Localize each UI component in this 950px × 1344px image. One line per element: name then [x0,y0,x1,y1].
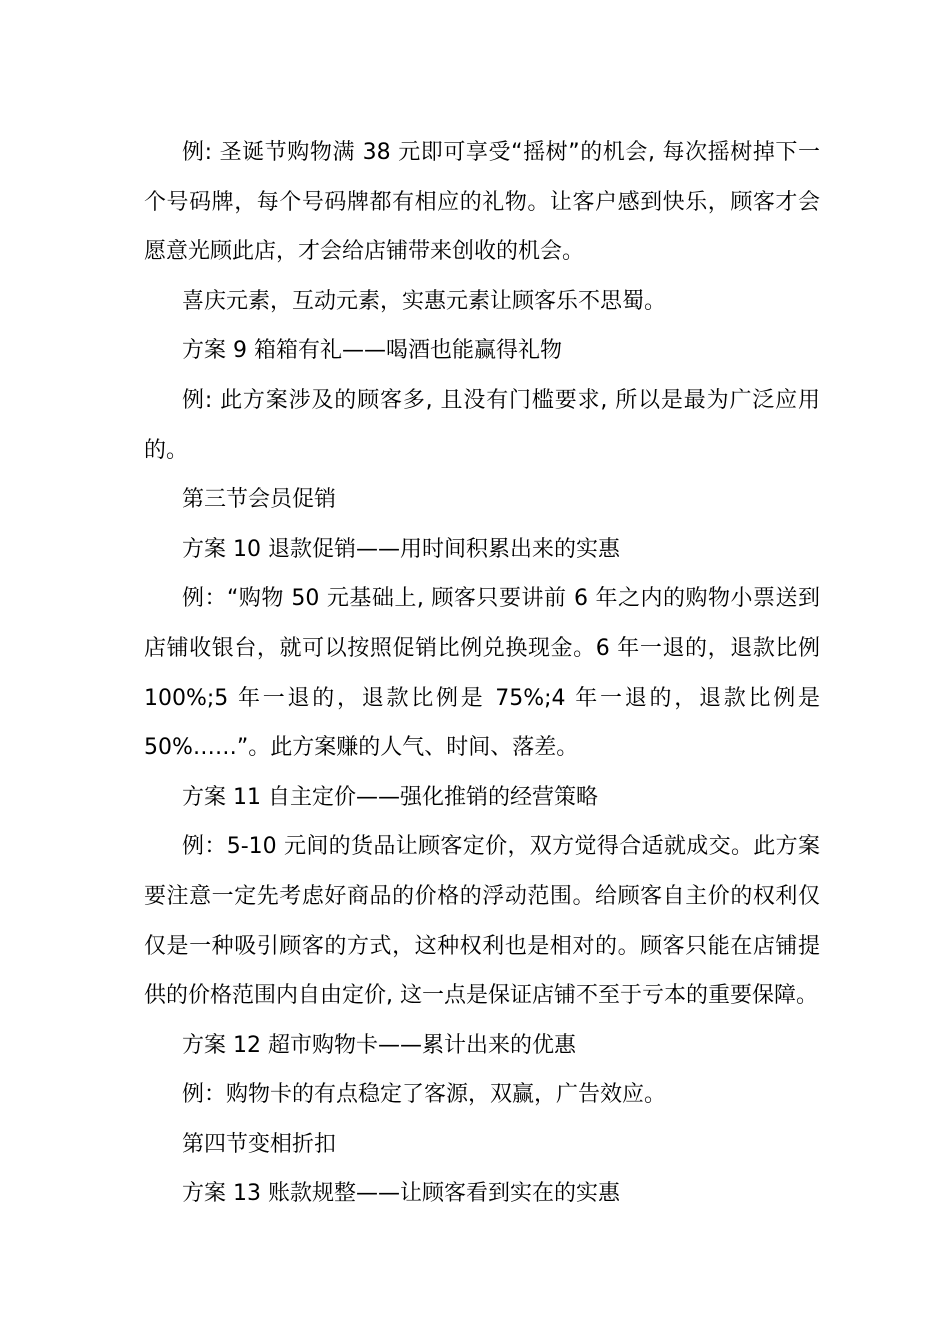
heading-plan-9: 方案 9 箱箱有礼——喝酒也能赢得礼物 [182,338,562,364]
paragraph-christmas-example: 例: 圣诞节购物满 38 元即可享受“摇树”的机会, 每次摇树掉下一个号码牌，每个号码牌都有相应的礼物。让客户感到快乐，顾客才会愿意光顾此店，才会给店铺带来创收的机会。 [144,140,820,265]
heading-plan-11: 方案 11 自主定价——强化推销的经营策略 [182,784,598,810]
heading-plan-10: 方案 10 退款促销——用时间积累出来的实惠 [182,536,620,562]
heading-plan-13: 方案 13 账款规整——让顾客看到实在的实惠 [182,1181,620,1207]
document-body [144,128,827,1219]
paragraph-plan-12-example: 例：购物卡的有点稳定了客源，双赢，广告效应。 [182,1082,667,1108]
section-heading-discount-variants: 第四节变相折扣 [182,1131,337,1157]
paragraph-plan-11-example: 例：5-10 元间的货品让顾客定价，双方觉得合适就成交。此方案要注意一定先考虑好商品的价格的浮动范围。给顾客自主价的权利仅仅是一种吸引顾客的方式，这种权利也是相对的。顾客只能在店铺提供的价格范围内自由定价, 这一点是保证店铺不至于亏本的重要保障。 [144,834,820,1009]
heading-plan-12: 方案 12 超市购物卡——累计出来的优惠 [182,1032,576,1058]
paragraph-plan-10-example: 例：“购物 50 元基础上, 顾客只要讲前 6 年之内的购物小票送到店铺收银台，就可以按照促销比例兑换现金。6 年一退的，退款比例100%;5 年一退的，退款比例是 75%;4 年一退的，退款比例是 50%……”。此方案赚的人气、时间、落差。 [144,586,827,761]
section-heading-member-promotion: 第三节会员促销 [182,487,337,513]
paragraph-elements-summary: 喜庆元素，互动元素，实惠元素让顾客乐不思蜀。 [182,288,667,314]
paragraph-plan-9-example: 例: 此方案涉及的顾客多, 且没有门槛要求, 所以是最为广泛应用的。 [144,387,820,463]
